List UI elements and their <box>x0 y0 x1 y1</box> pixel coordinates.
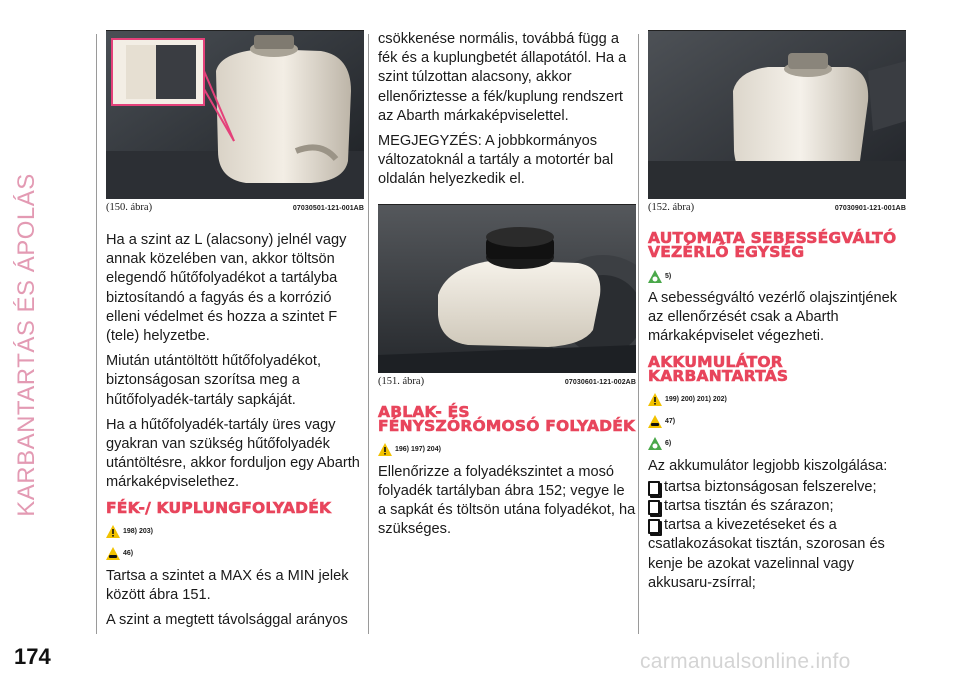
figure-code: 07030501-121-001AB <box>292 205 364 212</box>
section-heading: ABLAK- ÉS FÉNYSZÓRÓMOSÓ FOLYADÉK <box>378 402 636 435</box>
column-rule-middle <box>368 34 369 634</box>
checkbox-bullet-icon <box>648 481 660 496</box>
list-item: tartsa biztonságosan felszerelve; <box>648 478 906 497</box>
paragraph: MEGJEGYZÉS: A jobbkormányos változatoknál a tartály a motortér bal oldalán helyezkedik el. <box>378 133 614 188</box>
watermark: carmanualsonline.info <box>640 650 851 673</box>
transmission-reservoir-photo <box>648 31 906 199</box>
environment-reference: 5) <box>648 267 906 285</box>
column-2 <box>378 30 636 545</box>
figure-code: 07030601-121-002AB <box>564 378 636 386</box>
list-item: tartsa a kivezetéseket és a <box>648 516 906 535</box>
section-title: KARBANTARTÁS ÉS ÁPOLÁS <box>13 173 40 517</box>
checkbox-bullet-icon <box>648 500 660 515</box>
figure-label: (150. ábra) <box>106 202 153 213</box>
coolant-reservoir-photo <box>106 31 364 199</box>
column-rule-left <box>96 34 97 634</box>
figure-caption <box>648 202 906 213</box>
environment-reference: 6) <box>648 435 906 453</box>
washer-fluid-reservoir-image <box>648 31 906 199</box>
figure-151 <box>378 204 636 387</box>
caution-car-icon <box>106 547 120 560</box>
section-heading: AUTOMATA SEBESSÉGVÁLTÓ VEZÉRLŐ EGYSÉG <box>648 229 897 261</box>
section-heading: FÉK-/ KUPLUNGFOLYADÉK <box>106 498 332 517</box>
figure-152 <box>648 30 906 213</box>
paragraph: Ellenőrizze a folyadékszintet a mosó folyadék tartályban ábra 152; vegye le a sapkát és töltsön utána folyadékot, ha szükséges. <box>378 463 636 538</box>
paragraph: csatlakozásokat tisztán, szorosan és kenje be azokat vazelinnal vagy akkusaru-zsírral; <box>648 536 885 591</box>
environment-icon <box>648 270 662 283</box>
paragraph: Ha a szint az L (alacsony) jelnél vagy annak közelében van, akkor töltsön elegendő hűtőfolyadékot a tartályba biztosítandó a fagyás és a korrózió elleni védelmet és hozza a szintet F (tele) helyzetbe. <box>106 232 347 345</box>
paragraph: csökkenése normális, továbbá függ a fék és a kuplungbetét állapotától. Ha a szint túlzottan alacsony, akkor ellenőriztesse a fék/kuplung rendszert az Abarth márkaképviselettel. <box>378 31 627 124</box>
figure-code: 07030901-121-001AB <box>834 205 906 212</box>
warning-reference: 198) 203) <box>106 523 364 541</box>
caution-car-icon <box>648 415 662 428</box>
list-item: tartsa tisztán és szárazon; <box>648 497 906 516</box>
warning-reference: 196) 197) 204) <box>378 441 636 459</box>
column-3 <box>648 30 906 599</box>
figure-caption <box>106 202 364 213</box>
washer-reservoir-photo <box>378 205 636 373</box>
note-reference: 46) <box>106 545 364 563</box>
checkbox-bullet-icon <box>648 519 660 534</box>
coolant-reservoir-image <box>106 31 364 199</box>
paragraph: A szint a megtett távolsággal arányos <box>106 612 348 629</box>
figure-label: (152. ábra) <box>648 202 695 213</box>
figure-caption <box>378 376 636 387</box>
page-number: 174 <box>14 644 51 669</box>
figure-label: (151. ábra) <box>378 375 425 387</box>
warning-reference: 199) 200) 201) 202) <box>648 391 906 409</box>
figure-150 <box>106 30 364 213</box>
column-1 <box>106 30 364 636</box>
section-heading: AKKUMULÁTOR KARBANTARTÁS <box>648 352 789 385</box>
paragraph: Miután utántöltött hűtőfolyadékot, biztonságosan szorítsa meg a hűtőfolyadék-tartály sapkáját. <box>106 353 321 408</box>
paragraph: Az akkumulátor legjobb kiszolgálása: <box>648 457 888 474</box>
paragraph: Ha a hűtőfolyadék-tartály üres vagy gyakran van szükség hűtőfolyadék utántöltésre, akkor forduljon egy Abarth márkaképviselethez. <box>106 416 360 491</box>
column-rule-right <box>638 34 639 634</box>
brake-fluid-reservoir-image <box>378 205 636 373</box>
paragraph: Tartsa a szintet a MAX és a MIN jelek között ábra 151. <box>106 567 349 603</box>
warning-triangle-icon <box>648 393 662 406</box>
note-reference: 47) <box>648 413 906 431</box>
warning-triangle-icon <box>106 525 120 538</box>
warning-triangle-icon <box>378 443 392 456</box>
paragraph: A sebességváltó vezérlő olajszintjének az ellenőrzését csak a Abarth márkaképviselet végezheti. <box>648 290 898 345</box>
environment-icon <box>648 437 662 450</box>
